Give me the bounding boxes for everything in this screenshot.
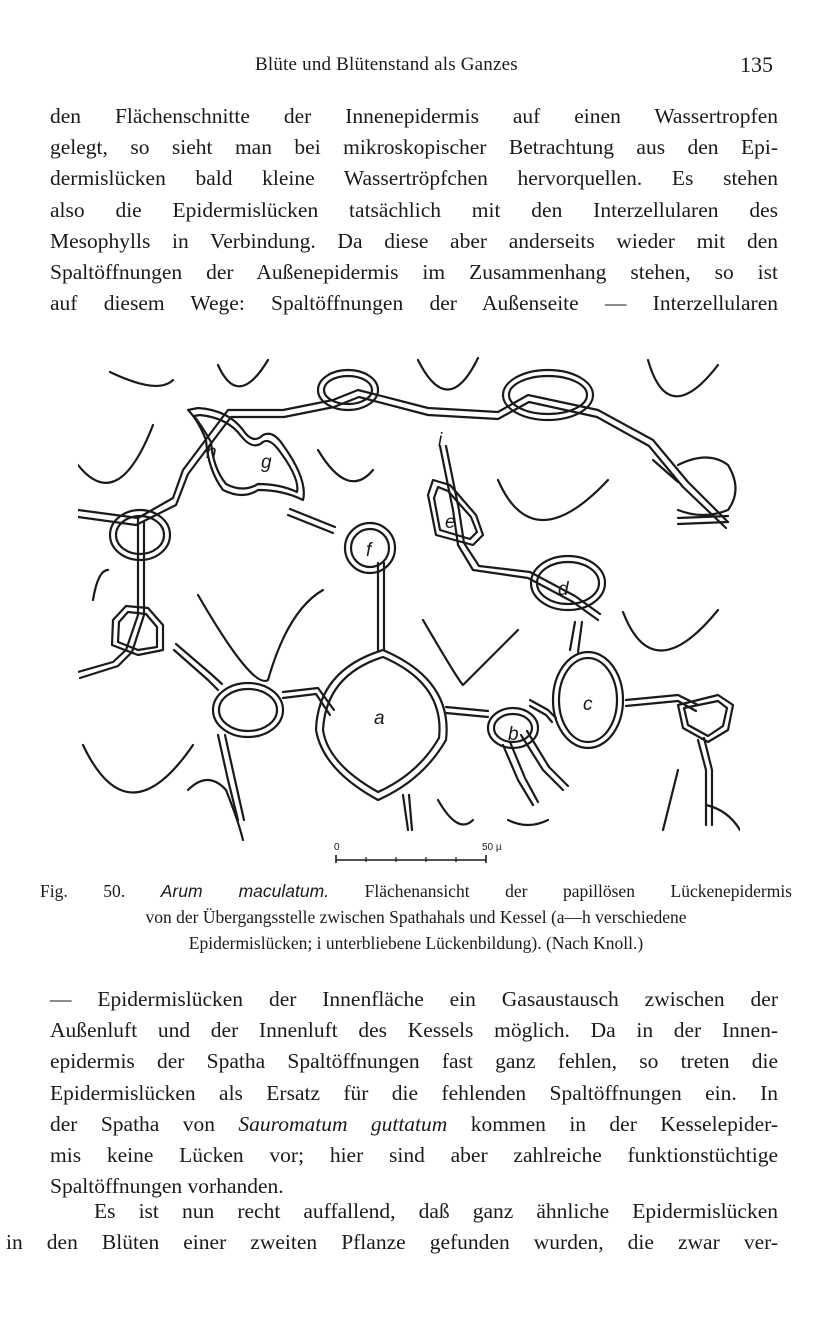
label-a: a bbox=[374, 708, 385, 729]
text-line: dermislücken bald kleine Wassertröpfchen hervorquellen. Es stehen bbox=[50, 166, 778, 191]
label-h: h bbox=[206, 442, 217, 463]
text-line: Epidermislücken als Ersatz für die fehlenden Spaltöffnungen ein. In bbox=[50, 1080, 778, 1105]
label-c: c bbox=[583, 694, 593, 715]
label-f: f bbox=[366, 540, 372, 561]
label-g: g bbox=[261, 452, 272, 473]
page-number: 135 bbox=[740, 52, 773, 77]
papillae bbox=[78, 358, 718, 830]
scale-bar bbox=[334, 842, 502, 863]
caption-line-1 bbox=[40, 878, 792, 904]
text-line: den Flächenschnitte der Innenepidermis auf einen Wassertropfen bbox=[50, 104, 778, 128]
text-line: mis keine Lücken vor; hier sind aber zahlreiche funktionstüchtige bbox=[50, 1143, 778, 1168]
label-i: i bbox=[438, 430, 443, 451]
cell-walls bbox=[78, 390, 728, 830]
figure-caption bbox=[40, 878, 792, 956]
species-name: Sauromatum guttatum bbox=[238, 1111, 448, 1136]
text-line: auf diesem Wege: Spaltöffnungen der Außenseite — Interzellularen bbox=[50, 291, 778, 316]
text-line: also die Epidermislücken tatsächlich mit den Interzellularen des bbox=[50, 197, 778, 222]
scale-end-label: 50 µ bbox=[482, 842, 502, 853]
text-line: Mesophylls in Verbindung. Da diese aber anderseits wieder mit den bbox=[50, 228, 778, 253]
text-line: epidermis der Spatha Spaltöffnungen fast ganz fehlen, so treten die bbox=[50, 1049, 778, 1074]
figure-labels bbox=[206, 430, 593, 745]
page-header bbox=[0, 54, 830, 84]
scale-start-label: 0 bbox=[334, 842, 340, 853]
text-span: der Spatha von bbox=[50, 1111, 239, 1136]
text-line: Spaltöffnungen der Außenepidermis im Zusammenhang stehen, so ist bbox=[50, 260, 778, 285]
caption-species: Arum maculatum. bbox=[160, 881, 330, 901]
caption-fig-number: Fig. 50. bbox=[40, 881, 126, 901]
label-e: e bbox=[445, 512, 456, 533]
paragraph-3 bbox=[6, 1196, 778, 1258]
text-line: Es ist nun recht auffallend, daß ganz ähnliche Epidermislücken bbox=[94, 1199, 778, 1223]
text-line: in den Blüten einer zweiten Pflanze gefunden wurden, die zwar ver- bbox=[6, 1230, 778, 1255]
caption-line-3: Epidermislücken; i unterbliebene Lückenbildung). (Nach Knoll.) bbox=[188, 933, 644, 953]
text-line: — Epidermislücken der Innenfläche ein Gasaustausch zwischen der bbox=[50, 987, 778, 1011]
paragraph-1 bbox=[50, 101, 778, 319]
text-span: kommen in der Kesselepider- bbox=[447, 1111, 779, 1136]
text-line: Spaltöffnungen vorhanden. bbox=[50, 1174, 284, 1199]
caption-line1-rest: Flächenansicht der papillösen Lückenepidermis bbox=[364, 881, 792, 901]
text-line: gelegt, so sieht man bei mikroskopischer Betrachtung aus den Epi- bbox=[50, 135, 778, 160]
label-b: b bbox=[508, 724, 519, 745]
epidermis-figure bbox=[78, 350, 740, 865]
paragraph-2 bbox=[50, 984, 778, 1202]
text-line bbox=[50, 1109, 778, 1140]
caption-line-2: von der Übergangsstelle zwischen Spathahals und Kessel (a—h verschiedene bbox=[145, 907, 687, 927]
text-line: Außenluft und der Innenluft des Kessels möglich. Da in der Innen- bbox=[50, 1018, 778, 1043]
label-d: d bbox=[558, 579, 569, 600]
running-title: Blüte und Blütenstand als Ganzes bbox=[255, 54, 518, 75]
